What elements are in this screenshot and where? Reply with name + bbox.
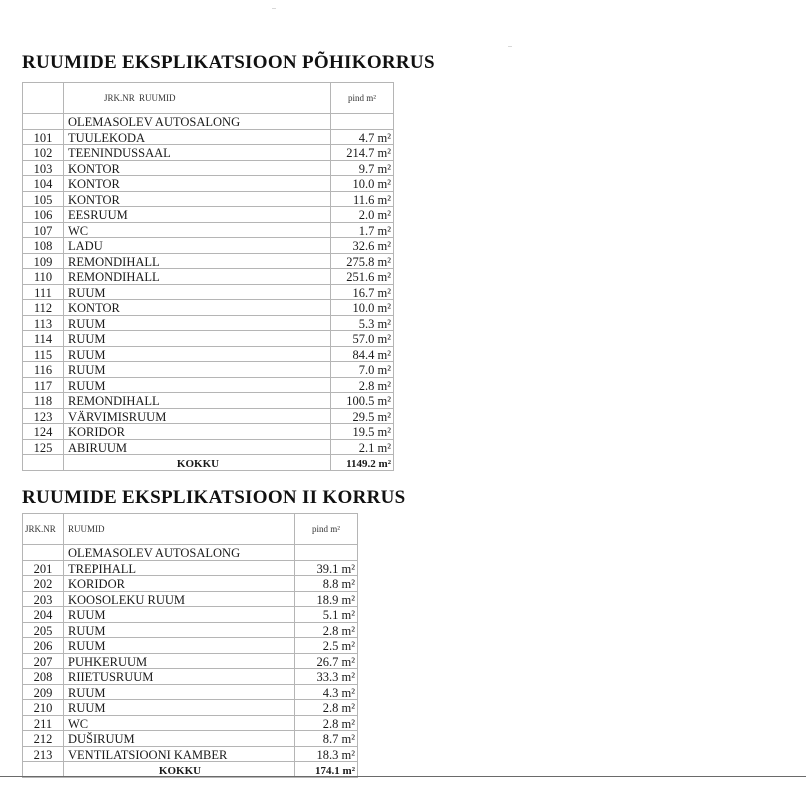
room-number: 210 (23, 700, 64, 716)
room-name: WC (64, 222, 331, 238)
second-floor-table (22, 513, 358, 778)
total-row (23, 455, 394, 471)
room-name: REMONDIHALL (64, 253, 331, 269)
room-name: RUUM (64, 638, 295, 654)
table-header-row (23, 83, 394, 114)
room-name: VENTILATSIOONI KAMBER (64, 746, 295, 762)
header-rooms: RUUMID (64, 514, 295, 545)
room-name: RUUM (64, 346, 331, 362)
room-name: RUUM (64, 607, 295, 623)
group-label: OLEMASOLEV AUTOSALONG (64, 545, 295, 561)
room-number: 103 (23, 160, 64, 176)
room-name: RUUM (64, 284, 331, 300)
group-label: OLEMASOLEV AUTOSALONG (64, 114, 331, 130)
room-number: 108 (23, 238, 64, 254)
second-floor-title: RUUMIDE EKSPLIKATSIOON II KORRUS (22, 487, 406, 508)
room-name: KONTOR (64, 176, 331, 192)
ground-floor-table (22, 82, 394, 471)
room-number: 118 (23, 393, 64, 409)
room-name: RUUM (64, 331, 331, 347)
room-number: 125 (23, 439, 64, 455)
group-row (23, 545, 358, 561)
scan-speck (272, 8, 276, 9)
room-name: RUUM (64, 377, 331, 393)
room-area: 9.7 m² (331, 160, 394, 176)
room-area: 32.6 m² (331, 238, 394, 254)
room-number: 206 (23, 638, 64, 654)
header-rooms: RUUMID (139, 92, 176, 103)
room-number: 107 (23, 222, 64, 238)
room-name: KONTOR (64, 160, 331, 176)
room-area: 251.6 m² (331, 269, 394, 285)
room-area: 4.7 m² (331, 129, 394, 145)
table-row (23, 207, 394, 223)
room-name: RIIETUSRUUM (64, 669, 295, 685)
table-row (23, 145, 394, 161)
table-row (23, 377, 394, 393)
room-name: RUUM (64, 700, 295, 716)
room-name: REMONDIHALL (64, 269, 331, 285)
table-row (23, 160, 394, 176)
room-name: VÄRVIMISRUUM (64, 408, 331, 424)
room-number: 112 (23, 300, 64, 316)
room-number: 117 (23, 377, 64, 393)
room-name: RUUM (64, 684, 295, 700)
room-name: RUUM (64, 622, 295, 638)
room-area: 2.8 m² (295, 700, 358, 716)
room-number: 205 (23, 622, 64, 638)
room-area: 100.5 m² (331, 393, 394, 409)
room-area: 18.3 m² (295, 746, 358, 762)
room-number: 114 (23, 331, 64, 347)
room-area: 2.8 m² (331, 377, 394, 393)
room-name: PUHKERUUM (64, 653, 295, 669)
room-number: 207 (23, 653, 64, 669)
room-name: TEENINDUSSAAL (64, 145, 331, 161)
room-area: 8.8 m² (295, 576, 358, 592)
room-number: 208 (23, 669, 64, 685)
table-row (23, 315, 394, 331)
table-row (23, 439, 394, 455)
room-number: 106 (23, 207, 64, 223)
total-area: 1149.2 m² (331, 455, 394, 471)
room-area: 11.6 m² (331, 191, 394, 207)
table-row (23, 715, 358, 731)
table-row (23, 269, 394, 285)
room-area: 2.8 m² (295, 715, 358, 731)
room-area: 18.9 m² (295, 591, 358, 607)
room-number: 204 (23, 607, 64, 623)
room-name: KONTOR (64, 300, 331, 316)
table-row (23, 253, 394, 269)
room-area: 33.3 m² (295, 669, 358, 685)
room-number: 124 (23, 424, 64, 440)
table-row (23, 346, 394, 362)
room-area: 7.0 m² (331, 362, 394, 378)
table-row (23, 408, 394, 424)
room-area: 275.8 m² (331, 253, 394, 269)
room-area: 29.5 m² (331, 408, 394, 424)
room-name: EESRUUM (64, 207, 331, 223)
room-number: 212 (23, 731, 64, 747)
total-area: 174.1 m² (295, 762, 358, 778)
header-nr-rooms (64, 83, 331, 114)
room-number: 113 (23, 315, 64, 331)
room-area: 19.5 m² (331, 424, 394, 440)
ground-floor-title: RUUMIDE EKSPLIKATSIOON PÕHIKORRUS (22, 52, 435, 73)
table-row (23, 191, 394, 207)
room-number: 109 (23, 253, 64, 269)
room-name: ABIRUUM (64, 439, 331, 455)
room-area: 2.1 m² (331, 439, 394, 455)
room-area: 8.7 m² (295, 731, 358, 747)
room-number: 110 (23, 269, 64, 285)
table-row (23, 176, 394, 192)
room-name: WC (64, 715, 295, 731)
room-number: 123 (23, 408, 64, 424)
room-name: KORIDOR (64, 424, 331, 440)
table-row (23, 607, 358, 623)
room-area: 2.5 m² (295, 638, 358, 654)
room-name: LADU (64, 238, 331, 254)
room-number: 116 (23, 362, 64, 378)
table-row (23, 560, 358, 576)
room-number: 115 (23, 346, 64, 362)
header-nr: JRK.NR (104, 92, 135, 103)
room-name: KONTOR (64, 191, 331, 207)
table-row (23, 362, 394, 378)
bottom-divider (0, 776, 806, 777)
table-row (23, 746, 358, 762)
room-area: 5.1 m² (295, 607, 358, 623)
room-number: 111 (23, 284, 64, 300)
table-row (23, 700, 358, 716)
room-area: 4.3 m² (295, 684, 358, 700)
room-name: REMONDIHALL (64, 393, 331, 409)
room-area: 57.0 m² (331, 331, 394, 347)
room-name: TUULEKODA (64, 129, 331, 145)
total-label: KOKKU (64, 762, 295, 778)
table-row (23, 424, 394, 440)
total-label: KOKKU (64, 455, 331, 471)
room-area: 1.7 m² (331, 222, 394, 238)
room-name: RUUM (64, 362, 331, 378)
header-area: pind m² (295, 514, 358, 545)
room-number: 105 (23, 191, 64, 207)
room-number: 104 (23, 176, 64, 192)
room-area: 214.7 m² (331, 145, 394, 161)
table-header-row (23, 514, 358, 545)
table-row (23, 300, 394, 316)
table-row (23, 222, 394, 238)
room-name: DUŠIRUUM (64, 731, 295, 747)
room-number: 202 (23, 576, 64, 592)
room-area: 16.7 m² (331, 284, 394, 300)
table-row (23, 622, 358, 638)
group-row (23, 114, 394, 130)
room-area: 10.0 m² (331, 176, 394, 192)
table-row (23, 638, 358, 654)
room-number: 101 (23, 129, 64, 145)
table-row (23, 576, 358, 592)
room-area: 39.1 m² (295, 560, 358, 576)
table-row (23, 238, 394, 254)
room-area: 5.3 m² (331, 315, 394, 331)
room-name: KOOSOLEKU RUUM (64, 591, 295, 607)
room-area: 2.8 m² (295, 622, 358, 638)
room-name: KORIDOR (64, 576, 295, 592)
room-area: 26.7 m² (295, 653, 358, 669)
room-number: 201 (23, 560, 64, 576)
table-row (23, 331, 394, 347)
room-number: 102 (23, 145, 64, 161)
header-nr: JRK.NR (23, 514, 64, 545)
room-number: 211 (23, 715, 64, 731)
header-area: pind m² (331, 83, 394, 114)
table-row (23, 284, 394, 300)
table-row (23, 684, 358, 700)
room-area: 84.4 m² (331, 346, 394, 362)
table-row (23, 731, 358, 747)
room-name: RUUM (64, 315, 331, 331)
table-row (23, 591, 358, 607)
table-row (23, 669, 358, 685)
table-row (23, 393, 394, 409)
room-area: 2.0 m² (331, 207, 394, 223)
room-number: 209 (23, 684, 64, 700)
room-number: 203 (23, 591, 64, 607)
empty-header-cell (23, 83, 64, 114)
room-number: 213 (23, 746, 64, 762)
table-row (23, 653, 358, 669)
scan-speck (508, 46, 512, 47)
room-area: 10.0 m² (331, 300, 394, 316)
total-row (23, 762, 358, 778)
room-name: TREPIHALL (64, 560, 295, 576)
table-row (23, 129, 394, 145)
